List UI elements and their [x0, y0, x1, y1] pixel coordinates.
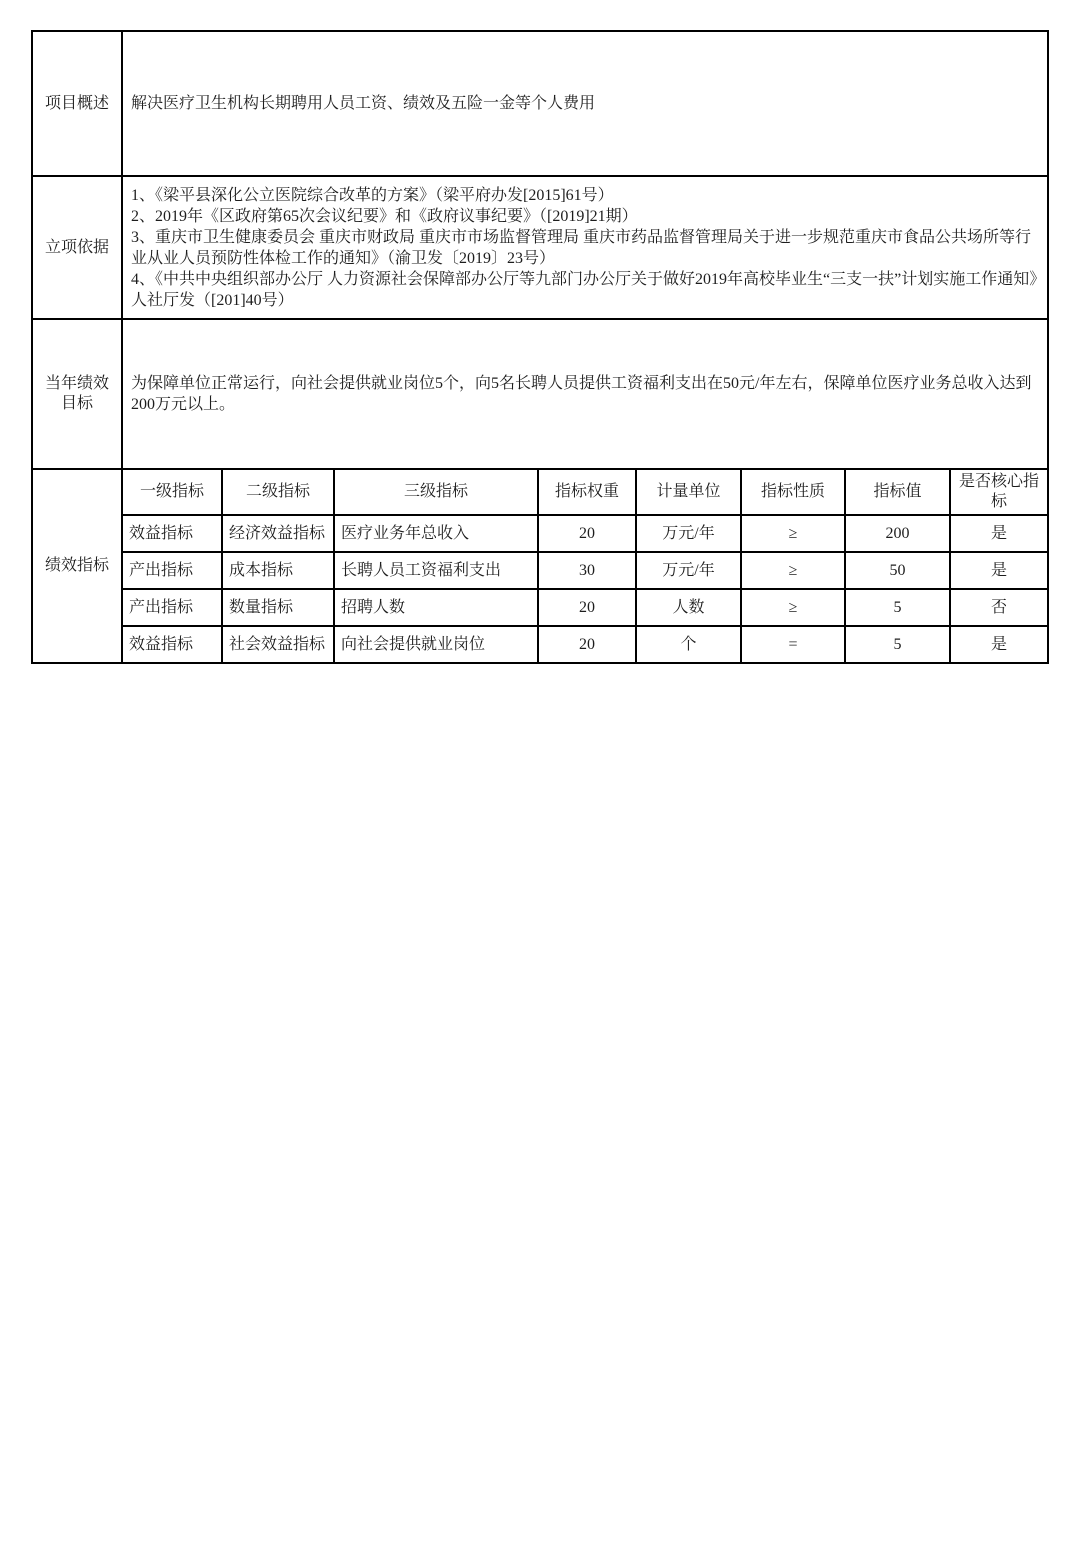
cell-level3: 长聘人员工资福利支出: [334, 552, 538, 589]
cell-level3: 招聘人数: [334, 589, 538, 626]
header-is-core-indicator: 是否核心指标: [950, 469, 1048, 515]
header-indicator-nature: 指标性质: [741, 469, 845, 515]
basis-item-4: 4、《中共中央组织部办公厅 人力资源社会保障部办公厅等九部门办公厅关于做好2019年高校毕业生“三支一扶”计划实施工作通知》人社厅发（[201]40号）: [131, 270, 1038, 309]
project-basis-content: [122, 176, 1048, 319]
cell-nature: =: [741, 626, 845, 663]
cell-level1: 产出指标: [122, 552, 222, 589]
cell-is-core: 是: [950, 515, 1048, 552]
performance-indicator-table: [31, 30, 1049, 664]
cell-nature: ≥: [741, 589, 845, 626]
cell-weight: 20: [538, 515, 636, 552]
header-measure-unit: 计量单位: [636, 469, 741, 515]
annual-goal-label: 当年绩效目标: [32, 319, 122, 469]
project-basis-label: 立项依据: [32, 176, 122, 319]
cell-level2: 数量指标: [222, 589, 334, 626]
cell-value: 5: [845, 589, 950, 626]
cell-level2: 社会效益指标: [222, 626, 334, 663]
cell-level1: 效益指标: [122, 626, 222, 663]
indicator-section-label: 绩效指标: [32, 469, 122, 663]
indicator-row: [32, 552, 1048, 589]
basis-item-3: 3、重庆市卫生健康委员会 重庆市财政局 重庆市市场监督管理局 重庆市药品监督管理局关于进一步规范重庆市食品公共场所等行业从业人员预防性体检工作的通知》（渝卫发〔2019〕23号）: [131, 228, 1032, 267]
cell-level1: 产出指标: [122, 589, 222, 626]
indicator-row: [32, 626, 1048, 663]
cell-value: 50: [845, 552, 950, 589]
cell-level2: 成本指标: [222, 552, 334, 589]
cell-level3: 医疗业务年总收入: [334, 515, 538, 552]
cell-weight: 20: [538, 589, 636, 626]
header-indicator-weight: 指标权重: [538, 469, 636, 515]
document-page: [0, 30, 1074, 664]
header-level3-indicator: 三级指标: [334, 469, 538, 515]
row-annual-performance-goal: [32, 319, 1048, 469]
cell-is-core: 否: [950, 589, 1048, 626]
row-project-overview: [32, 31, 1048, 176]
cell-is-core: 是: [950, 626, 1048, 663]
cell-nature: ≥: [741, 552, 845, 589]
cell-value: 5: [845, 626, 950, 663]
indicator-row: [32, 589, 1048, 626]
indicator-header-row: [32, 469, 1048, 515]
project-overview-label: 项目概述: [32, 31, 122, 176]
basis-item-1: 1、《梁平县深化公立医院综合改革的方案》（梁平府办发[2015]61号）: [131, 186, 614, 204]
basis-item-2: 2、2019年《区政府第65次会议纪要》和《政府议事纪要》（[2019]21期）: [131, 207, 638, 225]
annual-goal-content: 为保障单位正常运行，向社会提供就业岗位5个，向5名长聘人员提供工资福利支出在50元/年左右，保障单位医疗业务总收入达到200万元以上。: [122, 319, 1048, 469]
header-level1-indicator: 一级指标: [122, 469, 222, 515]
project-overview-content: 解决医疗卫生机构长期聘用人员工资、绩效及五险一金等个人费用: [122, 31, 1048, 176]
cell-unit: 万元/年: [636, 515, 741, 552]
cell-unit: 人数: [636, 589, 741, 626]
cell-unit: 万元/年: [636, 552, 741, 589]
cell-level1: 效益指标: [122, 515, 222, 552]
cell-weight: 20: [538, 626, 636, 663]
cell-weight: 30: [538, 552, 636, 589]
cell-is-core: 是: [950, 552, 1048, 589]
row-project-basis: [32, 176, 1048, 319]
cell-nature: ≥: [741, 515, 845, 552]
header-level2-indicator: 二级指标: [222, 469, 334, 515]
cell-level2: 经济效益指标: [222, 515, 334, 552]
cell-level3: 向社会提供就业岗位: [334, 626, 538, 663]
cell-value: 200: [845, 515, 950, 552]
cell-unit: 个: [636, 626, 741, 663]
indicator-row: [32, 515, 1048, 552]
header-indicator-value: 指标值: [845, 469, 950, 515]
